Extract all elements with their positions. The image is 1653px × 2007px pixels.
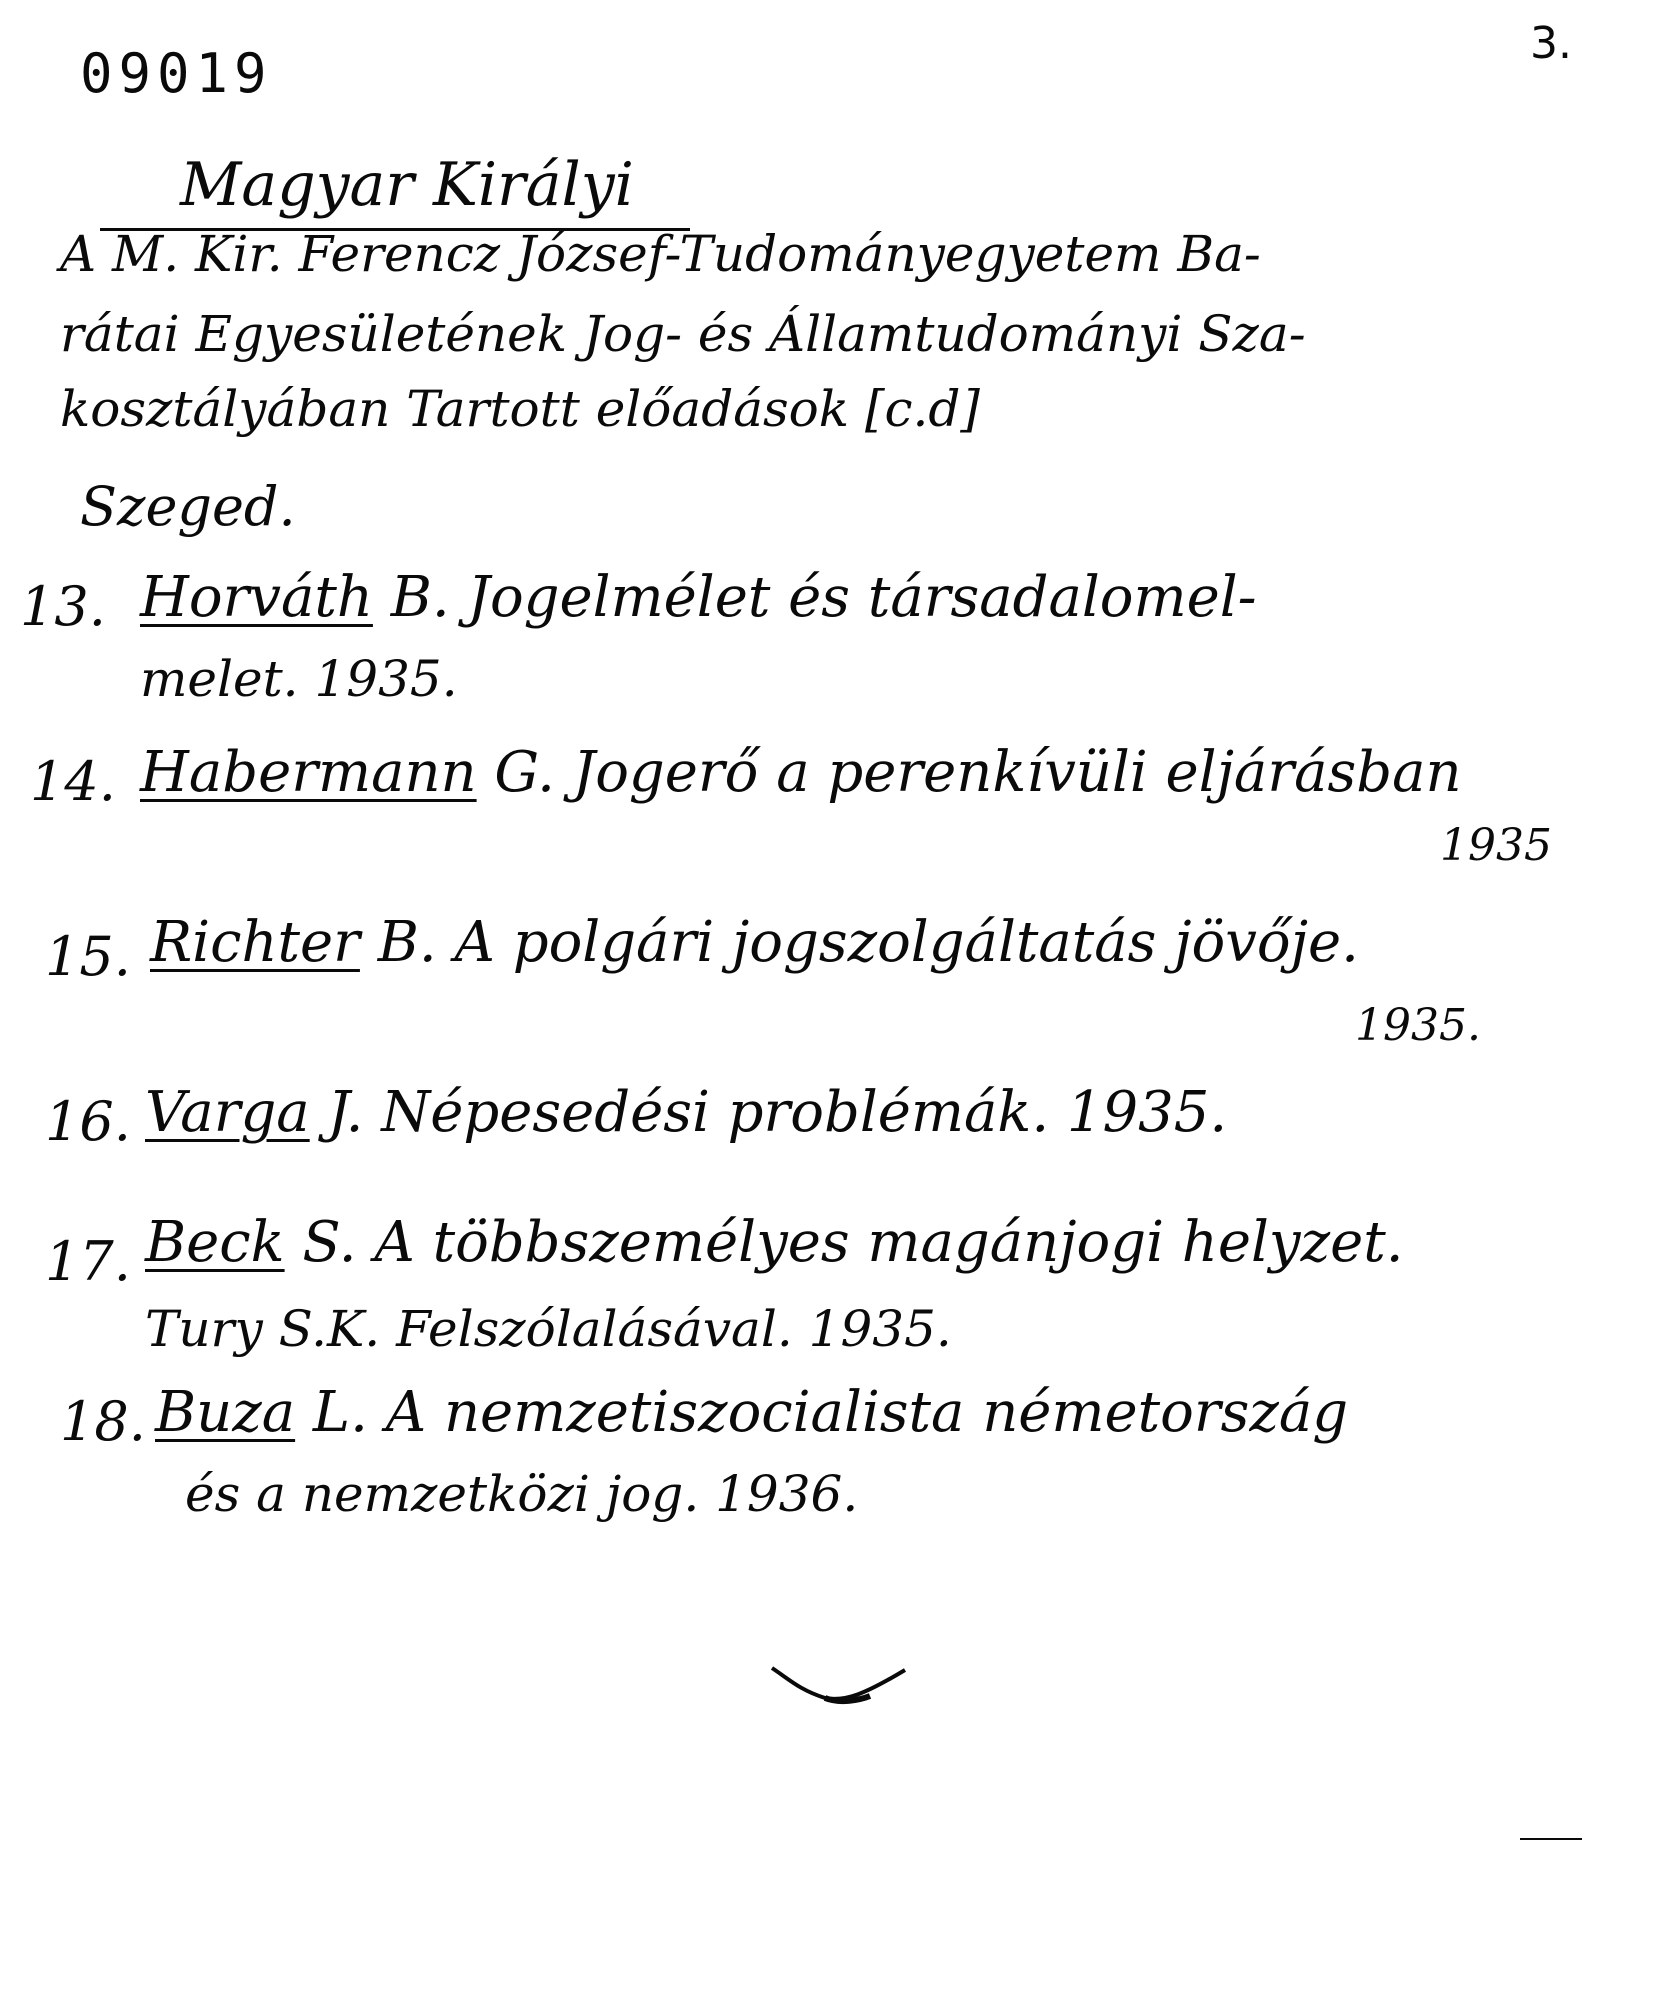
entry-year: 1935: [1440, 820, 1552, 871]
entry-title: S. A többszemélyes magánjogi helyzet.: [302, 1210, 1404, 1275]
entry-year: 1935.: [1355, 1000, 1481, 1051]
entry-continuation: és a nemzetközi jog. 1936.: [185, 1465, 859, 1523]
entry-title: J. Népesedési problémák. 1935.: [327, 1080, 1228, 1145]
title-line: A M. Kir. Ferencz József-Tudományegyetem Ba-: [60, 225, 1261, 283]
page-number: 3.: [1530, 18, 1572, 69]
entry-author: Habermann: [140, 740, 477, 805]
title-line: rátai Egyesületének Jog- és Államtudományi Sza-: [60, 305, 1306, 363]
entry-number: 14.: [30, 750, 116, 813]
entry-title: G. Jogerő a perenkívüli eljárásban: [494, 740, 1462, 805]
entry-number: 15.: [45, 925, 131, 988]
card-number: 09019: [80, 42, 273, 105]
entry: [140, 740, 1462, 805]
entry: [150, 910, 1359, 975]
entry-title: B. Jogelmélet és társadalomel-: [390, 565, 1257, 630]
place: Szeged.: [80, 475, 296, 538]
corner-rule: [1520, 1838, 1582, 1840]
entry-continuation: melet. 1935.: [140, 650, 458, 708]
entry-continuation: Tury S.K. Felszólalásával. 1935.: [145, 1300, 952, 1358]
title-line: kosztályában Tartott előadások [c.d]: [60, 380, 980, 438]
entry-author: Horváth: [140, 565, 373, 630]
entry-title: B. A polgári jogszolgáltatás jövője.: [377, 910, 1359, 975]
heading: Magyar Királyi: [180, 150, 634, 220]
entry-author: Varga: [145, 1080, 310, 1145]
entry-number: 17.: [45, 1230, 131, 1293]
entry-title: L. A nemzetiszocialista németország: [312, 1380, 1349, 1445]
flourish-mark: [770, 1660, 910, 1720]
entry-number: 16.: [45, 1090, 131, 1153]
entry-author: Beck: [145, 1210, 285, 1275]
entry-author: Richter: [150, 910, 360, 975]
entry-number: 18.: [60, 1390, 146, 1453]
entry-author: Buza: [155, 1380, 296, 1445]
entry-number: 13.: [20, 575, 106, 638]
entry: [140, 565, 1257, 630]
entry: [145, 1210, 1404, 1275]
entry: [145, 1080, 1227, 1145]
entry: [155, 1380, 1348, 1445]
